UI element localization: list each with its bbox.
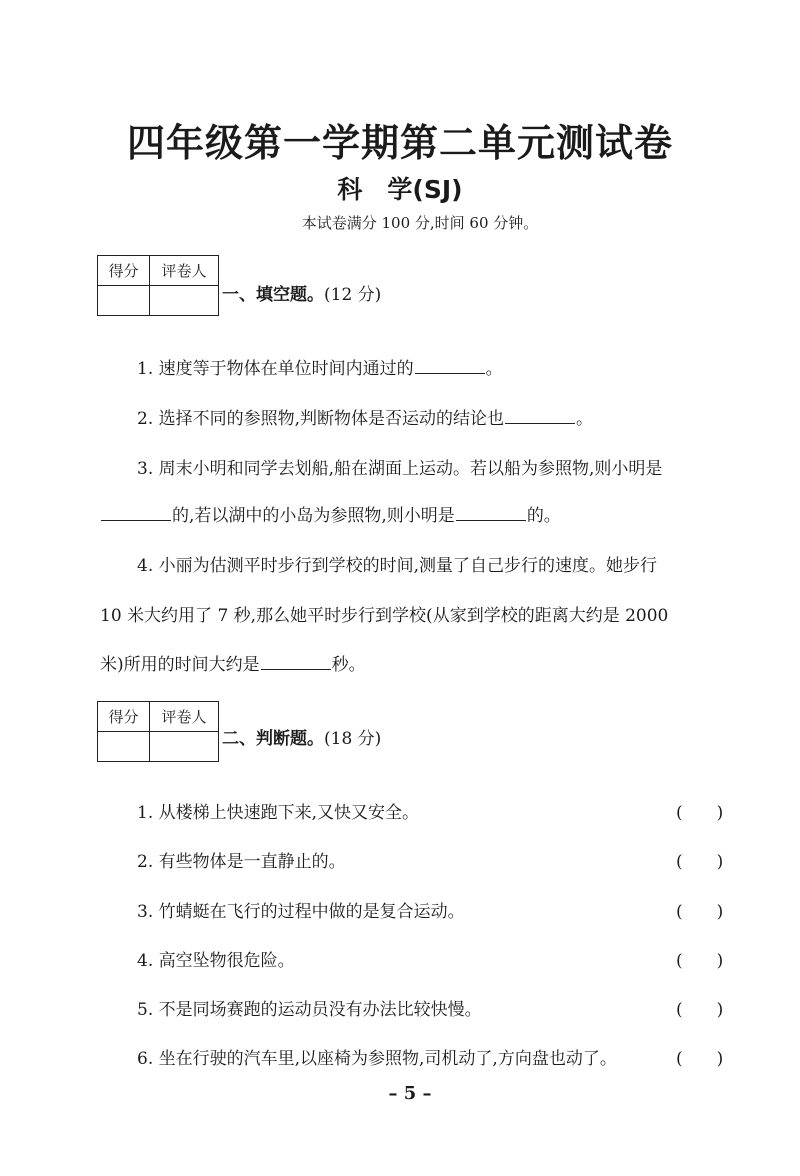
- fill-question-4-line3: [100, 650, 366, 675]
- answer-blank[interactable]: [456, 504, 526, 521]
- answer-blank[interactable]: [505, 407, 575, 424]
- grader-cell[interactable]: [150, 286, 219, 316]
- answer-blank[interactable]: [101, 504, 171, 521]
- section1-points: (12 分): [324, 285, 382, 305]
- answer-parentheses[interactable]: ( ): [676, 1000, 724, 1020]
- score-box-section2: [97, 701, 219, 762]
- question-text-end: 。: [576, 409, 594, 429]
- page-title: 四年级第一学期第二单元测试卷: [126, 121, 673, 165]
- judge-question-5: 5. 不是同场赛跑的运动员没有办法比较快慢。: [137, 1000, 482, 1020]
- fill-question-4-line2: 10 米大约用了 7 秒,那么她平时步行到学校(从家到学校的距离大约是 2000: [100, 606, 669, 626]
- judge-question-1: 1. 从楼梯上快速跑下来,又快又安全。: [137, 803, 420, 823]
- fill-question-3-line1: 3. 周末小明和同学去划船,船在湖面上运动。若以船为参照物,则小明是: [137, 459, 663, 479]
- question-text: 2. 选择不同的参照物,判断物体是否运动的结论也: [137, 409, 505, 429]
- answer-parentheses[interactable]: ( ): [676, 902, 724, 922]
- judge-question-2: 2. 有些物体是一直静止的。: [137, 852, 346, 872]
- section1-heading: [222, 280, 381, 305]
- question-text: 的,若以湖中的小岛为参照物,则小明是: [172, 506, 455, 526]
- subject-subtitle: 科 学(SJ): [337, 175, 463, 204]
- answer-blank[interactable]: [415, 357, 485, 374]
- fill-question-1: [137, 354, 503, 379]
- score-cell[interactable]: [98, 732, 150, 762]
- section2-heading: [222, 724, 381, 749]
- answer-parentheses[interactable]: ( ): [676, 852, 724, 872]
- score-cell[interactable]: [98, 286, 150, 316]
- judge-question-3: 3. 竹蜻蜓在飞行的过程中做的是复合运动。: [137, 902, 465, 922]
- judge-question-6: 6. 坐在行驶的汽车里,以座椅为参照物,司机动了,方向盘也动了。: [137, 1049, 617, 1069]
- question-text-end: 秒。: [331, 655, 366, 675]
- section1-title: 一、填空题。: [222, 285, 324, 305]
- section2-points: (18 分): [324, 729, 382, 749]
- score-label: 得分: [98, 256, 150, 286]
- exam-note: 本试卷满分 100 分,时间 60 分钟。: [301, 214, 539, 232]
- score-label: 得分: [98, 702, 150, 732]
- question-text-end: 。: [485, 359, 503, 379]
- grader-cell[interactable]: [150, 732, 219, 762]
- grader-label: 评卷人: [150, 256, 219, 286]
- fill-question-4-line1: 4. 小丽为估测平时步行到学校的时间,测量了自己步行的速度。她步行: [137, 556, 658, 576]
- section2-title: 二、判断题。: [222, 729, 324, 749]
- page-number: – 5 –: [388, 1083, 432, 1104]
- answer-blank[interactable]: [261, 653, 331, 670]
- answer-parentheses[interactable]: ( ): [676, 951, 724, 971]
- fill-question-2: [137, 404, 593, 429]
- grader-label: 评卷人: [150, 702, 219, 732]
- question-text: 1. 速度等于物体在单位时间内通过的: [137, 359, 414, 379]
- score-box-section1: [97, 255, 219, 316]
- judge-question-4: 4. 高空坠物很危险。: [137, 951, 295, 971]
- answer-parentheses[interactable]: ( ): [676, 1049, 724, 1069]
- question-text: 米)所用的时间大约是: [100, 655, 260, 675]
- answer-parentheses[interactable]: ( ): [676, 803, 724, 823]
- fill-question-3-line2: [100, 501, 561, 526]
- question-text-end: 的。: [526, 506, 561, 526]
